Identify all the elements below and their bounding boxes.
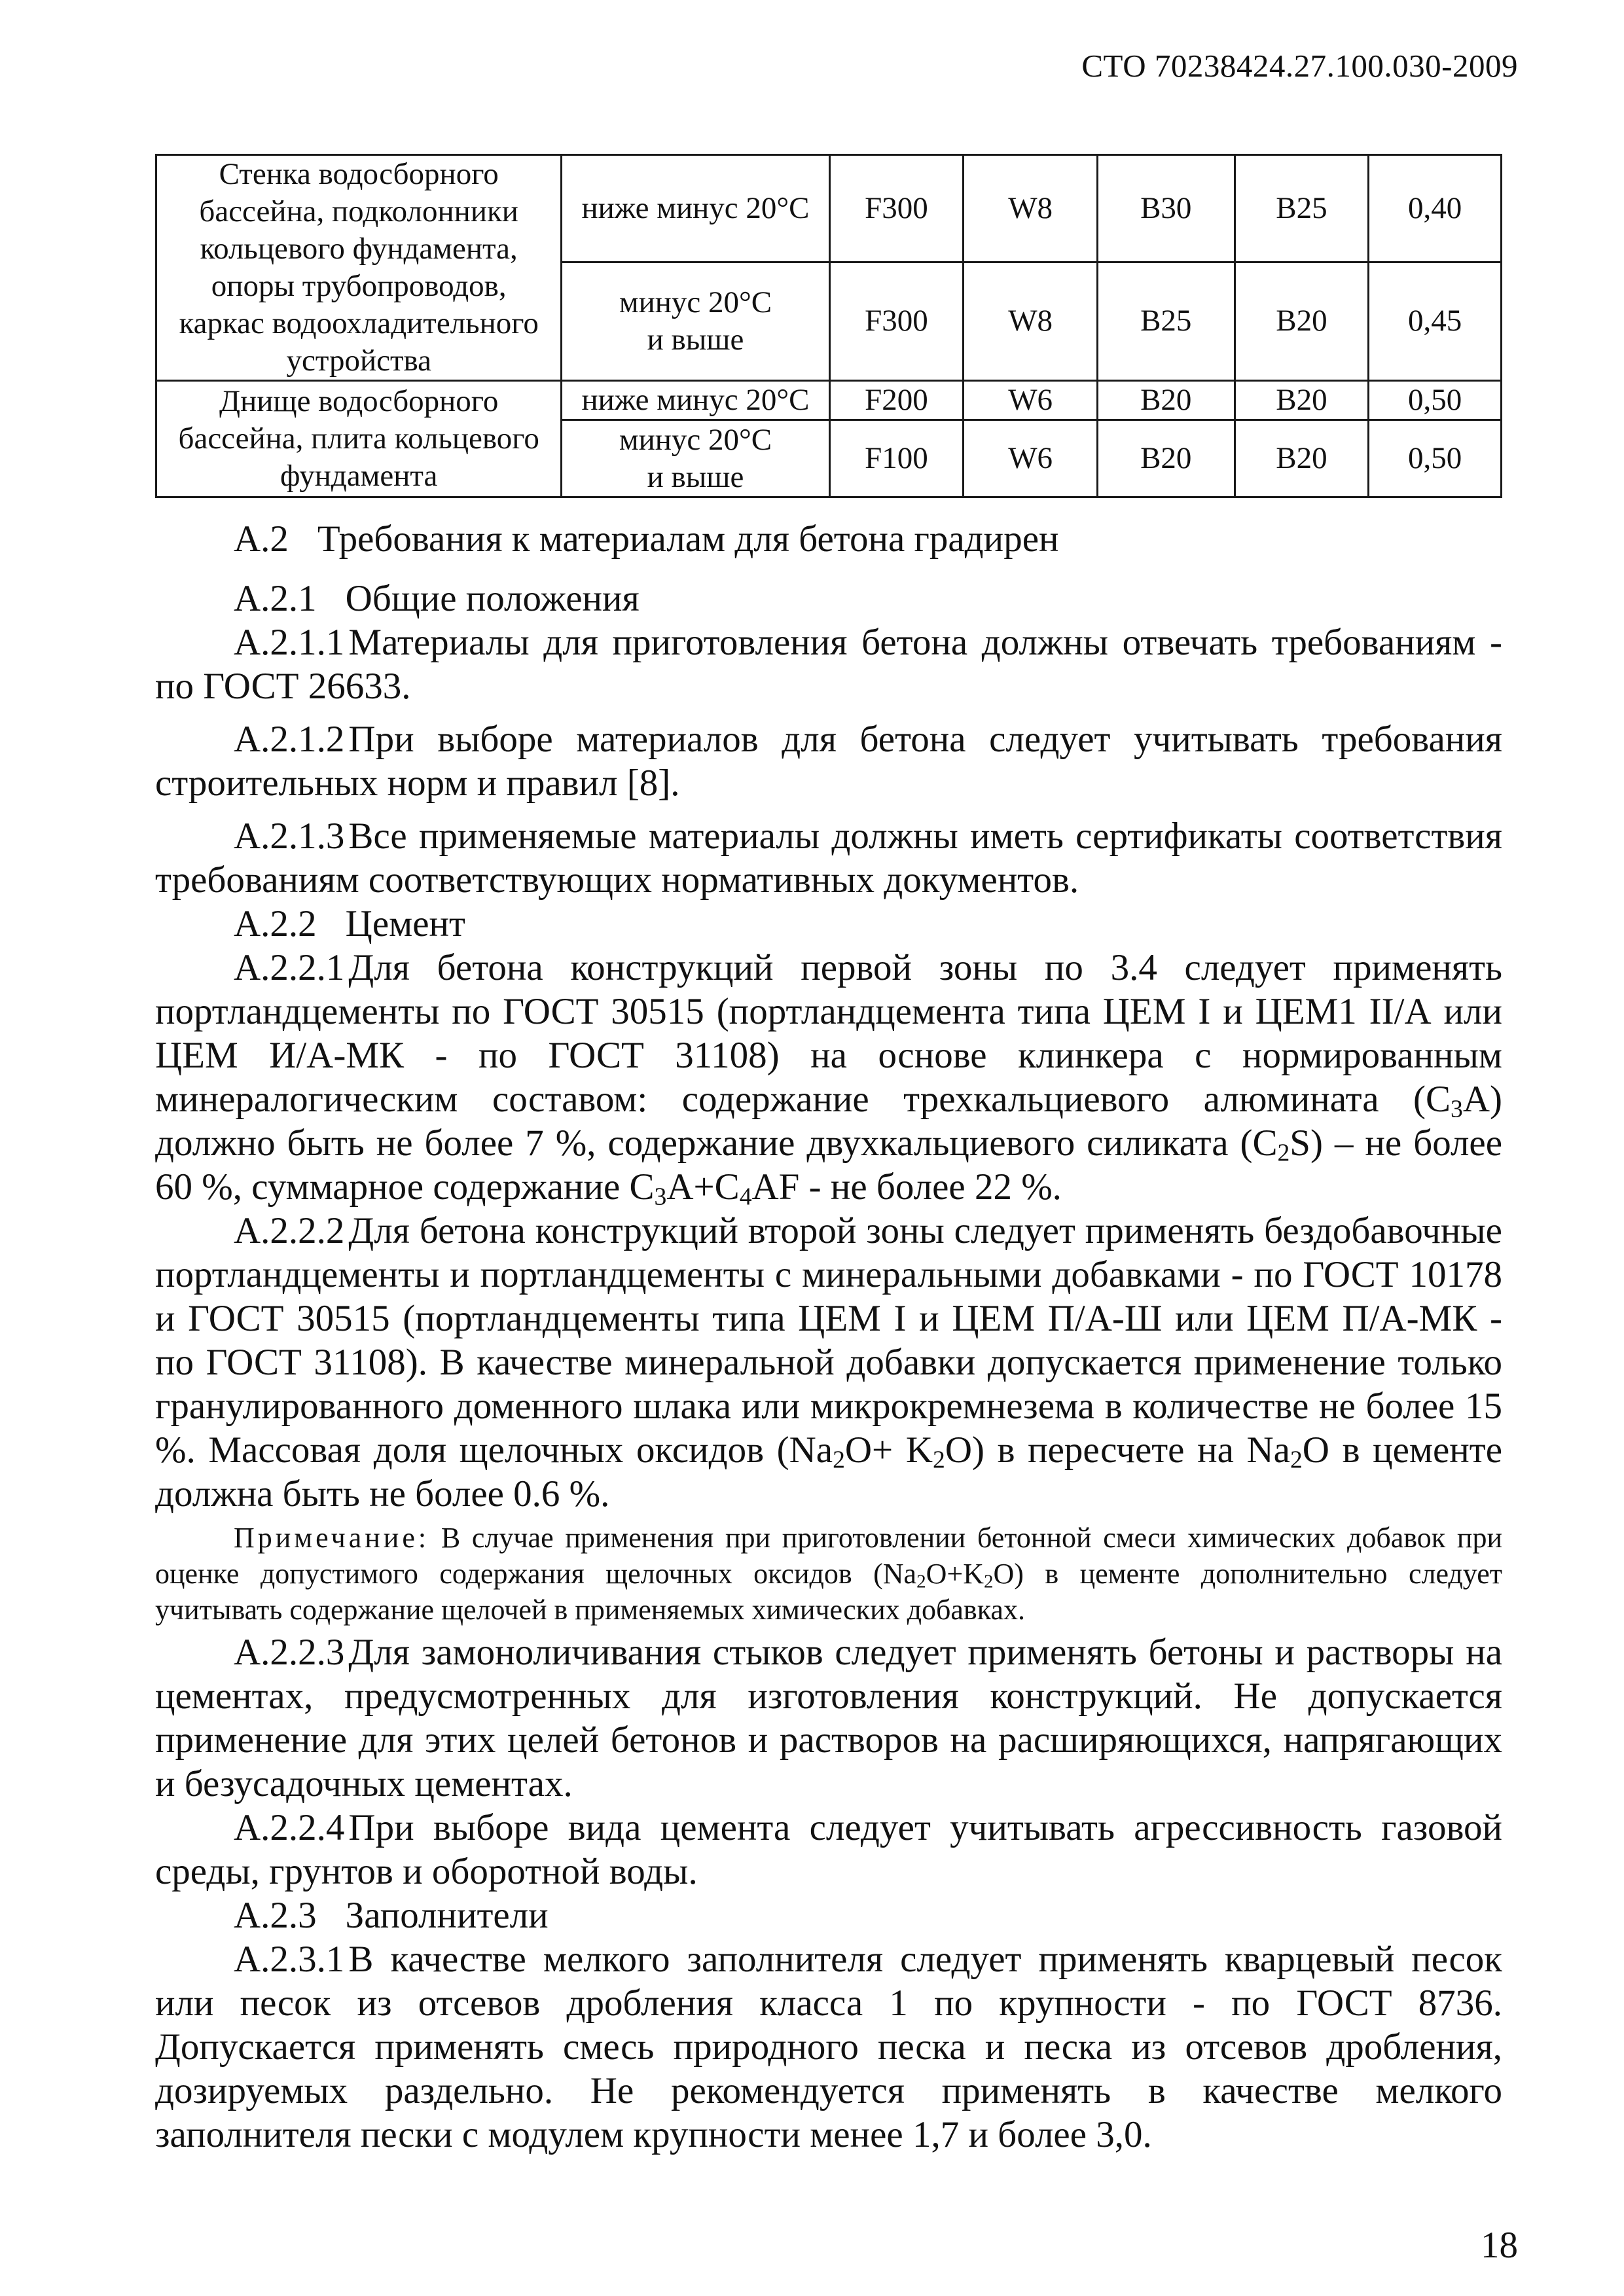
element-line: бассейна, плита кольцевого	[178, 422, 539, 456]
water-cement-ratio-cell: 0,40	[1369, 155, 1502, 262]
document-body	[155, 517, 1502, 2157]
strength-class-cell: B20	[1235, 420, 1369, 497]
temperature-cell	[562, 262, 829, 380]
subscript: 2	[933, 1446, 945, 1474]
note-text: O) в цементе дополнительно следует учитывать содержание щелочей в применяемых химических добавках.	[155, 1558, 1502, 1626]
element-line: кольцевого фундамента,	[200, 232, 518, 266]
clause-text: Для бетона конструкций второй зоны следует применять бездобавочные портландцементы и портландцементы с минеральными добавками - по ГОСТ 10178 и ГОСТ 30515 (портландцементы типа ЦЕМ I и ЦЕМ П/А-Ш или ЦЕМ П/А-МК - по ГОСТ 31108). В качестве минеральной добавки допускается применение только гранулированного доменного шлака или микрокремнезема в количестве не более 15 %. Массовая доля щелочных оксидов (Na	[155, 1210, 1502, 1471]
document-code: СТО 70238424.27.100.030-2009	[1081, 48, 1518, 84]
clause-text: В качестве мелкого заполнителя следует применять кварцевый песок или песок из отсевов дробления класса 1 по крупности - по ГОСТ 8736. Допускается применять смесь природного песка и песка из отсевов дробления, дозируемых раздельно. Не рекомендуется применять в качестве мелкого заполнителя пески с модулем крупности менее 1,7 и более 3,0.	[155, 1939, 1502, 2155]
clause-text: S) – не более 60 %, суммарное содержание C	[155, 1122, 1503, 1208]
element-cell	[156, 155, 562, 381]
clause-number: А.2.1.3	[234, 816, 345, 857]
water-cement-ratio-cell: 0,45	[1369, 262, 1502, 380]
element-line: Стенка водосборного	[219, 157, 499, 191]
subscript: 2	[983, 1571, 994, 1592]
water-cement-ratio-cell: 0,50	[1369, 420, 1502, 497]
temperature-line: и выше	[647, 459, 744, 494]
section-title: Общие положения	[345, 578, 640, 619]
table-row	[156, 381, 1502, 420]
clause-text: A) должно быть не более 7 %, содержание двухкальциевого силиката (C	[155, 1079, 1502, 1164]
strength-class-cell: B30	[1097, 155, 1235, 262]
clause-text: O в цементе должна быть не более 0.6 %.	[155, 1429, 1503, 1515]
frost-resistance-cell: F300	[829, 262, 964, 380]
clause-paragraph	[155, 814, 1502, 902]
temperature-line: и выше	[647, 322, 744, 357]
subscript: 2	[1277, 1139, 1290, 1167]
frost-resistance-cell: F300	[829, 155, 964, 262]
clause-number: А.2.2.1	[234, 947, 345, 988]
element-cell	[156, 381, 562, 497]
element-line: бассейна, подколонники	[199, 194, 518, 228]
section-number: А.2.2	[234, 903, 317, 944]
strength-class-cell: B25	[1097, 262, 1235, 380]
water-resistance-cell: W6	[964, 381, 1098, 420]
section-title: Цемент	[345, 903, 465, 944]
subscript: 2	[1290, 1446, 1303, 1474]
clause-text: Материалы для приготовления бетона должны отвечать требованиям - по ГОСТ 26633.	[155, 622, 1502, 707]
clause-text: При выборе вида цемента следует учитывать агрессивность газовой среды, грунтов и оборотной воды.	[155, 1807, 1502, 1892]
note-text: В случае применения при приготовлении бетонной смеси химических добавок при оценке допустимого содержания щелочных оксидов (Na	[155, 1522, 1502, 1590]
section-number: А.2	[234, 518, 289, 560]
element-line: каркас водоохладительного	[179, 306, 539, 340]
element-line: устройства	[286, 344, 431, 378]
clause-paragraph	[155, 620, 1502, 708]
clause-paragraph	[155, 946, 1502, 1209]
clause-number: А.2.3.1	[234, 1939, 345, 1980]
clause-paragraph	[155, 1209, 1502, 1516]
clause-number: А.2.2.4	[234, 1807, 345, 1848]
clause-text: O) в пересчете на Na	[945, 1429, 1290, 1471]
element-line: опоры трубопроводов,	[211, 269, 507, 303]
clause-text: AF - не более 22 %.	[751, 1166, 1062, 1208]
section-heading	[155, 517, 1502, 561]
clause-number: А.2.1.1	[234, 622, 345, 663]
section-number: А.2.1	[234, 578, 317, 619]
section-title: Заполнители	[345, 1895, 549, 1936]
subscript: 2	[916, 1571, 926, 1592]
strength-class-cell: B20	[1097, 381, 1235, 420]
strength-class-cell: B20	[1097, 420, 1235, 497]
subsection-heading	[155, 577, 1502, 620]
clause-paragraph	[155, 1937, 1502, 2157]
temperature-line: ниже минус 20°С	[581, 190, 810, 225]
clause-number: А.2.2.3	[234, 1632, 345, 1673]
temperature-cell	[562, 381, 829, 420]
subscript: 4	[739, 1183, 752, 1211]
page-number: 18	[1481, 2225, 1518, 2266]
subscript: 3	[1451, 1095, 1463, 1123]
strength-class-cell: B25	[1235, 155, 1369, 262]
element-line: Днище водосборного	[219, 384, 499, 418]
subscript: 2	[833, 1446, 845, 1474]
concrete-requirements-table	[155, 154, 1502, 498]
note-paragraph	[155, 1520, 1502, 1628]
subsection-heading	[155, 902, 1502, 946]
strength-class-cell: B20	[1235, 262, 1369, 380]
water-resistance-cell: W6	[964, 420, 1098, 497]
note-text: O+K	[926, 1558, 984, 1590]
section-number: А.2.3	[234, 1895, 317, 1936]
water-resistance-cell: W8	[964, 262, 1098, 380]
frost-resistance-cell: F200	[829, 381, 964, 420]
note-label: Примечание:	[234, 1522, 430, 1554]
temperature-line: минус 20°С	[619, 285, 772, 319]
section-title: Требования к материалам для бетона градирен	[317, 518, 1059, 560]
temperature-cell	[562, 155, 829, 262]
element-line: фундамента	[280, 459, 438, 493]
clause-text: Для бетона конструкций первой зоны по 3.4 следует применять портландцементы по ГОСТ 30515 (портландцемента типа ЦЕМ I и ЦЕМ1 II/А или ЦЕМ И/А-МК - по ГОСТ 31108) на основе клинкера с нормированным минералогическим составом: содержание трехкальциевого алюмината (C	[155, 947, 1502, 1120]
temperature-cell	[562, 420, 829, 497]
strength-class-cell: B20	[1235, 381, 1369, 420]
clause-paragraph	[155, 1630, 1502, 1806]
water-cement-ratio-cell: 0,50	[1369, 381, 1502, 420]
water-resistance-cell: W8	[964, 155, 1098, 262]
table-row	[156, 155, 1502, 262]
clause-number: А.2.2.2	[234, 1210, 345, 1251]
subsection-heading	[155, 1893, 1502, 1937]
clause-text: Для замоноличивания стыков следует применять бетоны и растворы на цементах, предусмотренных для изготовления конструкций. Не допускается применение для этих целей бетонов и растворов на расширяющихся, напрягающих и безусадочных цементах.	[155, 1632, 1502, 1804]
subscript: 3	[654, 1183, 667, 1211]
temperature-line: ниже минус 20°С	[581, 383, 810, 417]
clause-paragraph	[155, 717, 1502, 805]
clause-text: A+C	[666, 1166, 740, 1208]
clause-text: O+ K	[844, 1429, 933, 1471]
clause-paragraph	[155, 1806, 1502, 1893]
temperature-line: минус 20°С	[619, 422, 772, 457]
frost-resistance-cell: F100	[829, 420, 964, 497]
clause-text: При выборе материалов для бетона следует учитывать требования строительных норм и правил [8].	[155, 719, 1502, 804]
clause-number: А.2.1.2	[234, 719, 345, 760]
clause-text: Все применяемые материалы должны иметь сертификаты соответствия требованиям соответствующих нормативных документов.	[155, 816, 1502, 901]
